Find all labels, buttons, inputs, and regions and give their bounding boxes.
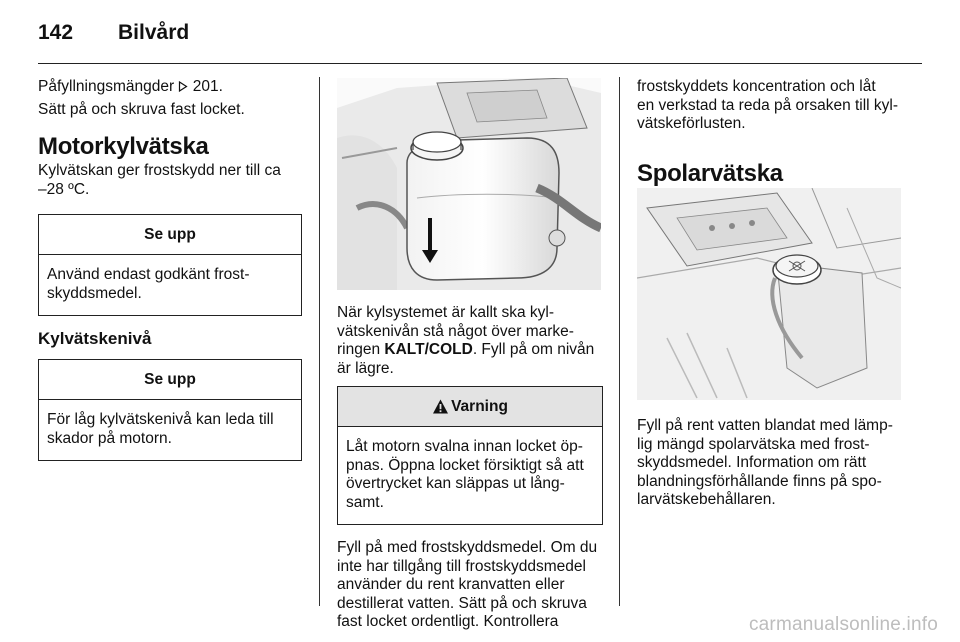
warning-title: Varning xyxy=(338,387,602,427)
caution-box xyxy=(38,359,302,461)
column-divider xyxy=(619,77,620,606)
watermark: carmanualsonline.info xyxy=(748,614,938,635)
warning-box xyxy=(337,386,603,525)
page-ref-icon xyxy=(178,78,192,95)
column-middle xyxy=(337,304,603,632)
column-right xyxy=(637,78,903,188)
header-rule xyxy=(38,63,922,64)
warning-text: Låt motorn svalna innan locket öp- pnas. Öppna locket försiktigt så att övertrycket kan släppas ut lång- samt. xyxy=(346,438,584,511)
warning-triangle-icon xyxy=(432,398,449,415)
coolant-loss-text: frostskyddets koncentration och låt en verkstad ta reda på orsaken till kyl- vätskeförlusten. xyxy=(637,78,899,132)
coolant-level-text: När kylsystemet är kallt ska kyl- vätskenivån stå något över marke- ringen KALT/COLD. Fyll på om nivån är lägre. xyxy=(337,304,595,377)
page-number: 142 xyxy=(38,21,74,44)
caution-title: Se upp xyxy=(39,215,301,255)
mark-kalt-cold: KALT/COLD xyxy=(384,341,473,358)
column-divider xyxy=(319,77,320,606)
washer-reservoir-illustration xyxy=(637,188,901,400)
fill-quantities-line: Påfyllningsmängder 201. xyxy=(38,78,223,95)
heading-spolarvatska: Spolarvätska xyxy=(637,159,783,187)
heading-motorkylvatska: Motorkylvätska xyxy=(38,133,209,160)
page-header xyxy=(38,18,189,48)
washer-fluid-text: Fyll på rent vatten blandat med lämp- lig mängd spolarvätska med frost- skyddsmedel. Information om rätt blandningsförhållande finns på spo- larvätskebehållaren. xyxy=(637,417,893,508)
cap-instruction: Sätt på och skruva fast locket. xyxy=(38,100,245,118)
heading-kylvatskeniva: Kylvätskenivå xyxy=(38,329,152,348)
column-right-lower xyxy=(637,417,903,510)
caution-text: Använd endast godkänt frost- skyddsmedel. xyxy=(47,266,250,302)
caution-title: Se upp xyxy=(39,360,301,400)
caution-text: För låg kylvätskenivå kan leda till skador på motorn. xyxy=(47,411,274,447)
section-title: Bilvård xyxy=(118,21,190,44)
caution-box xyxy=(38,214,302,316)
coolant-reservoir-illustration xyxy=(337,78,601,290)
coolant-intro: Kylvätskan ger frostskydd ner till ca –28 ºC. xyxy=(38,162,281,198)
column-left xyxy=(38,78,302,461)
antifreeze-text: Fyll på med frostskyddsmedel. Om du inte har tillgång till frostskyddsmedel använder du rent kranvatten eller destillerat vatten. Sätt på och skruva fast locket ordentligt. Kontrollera xyxy=(337,539,598,630)
